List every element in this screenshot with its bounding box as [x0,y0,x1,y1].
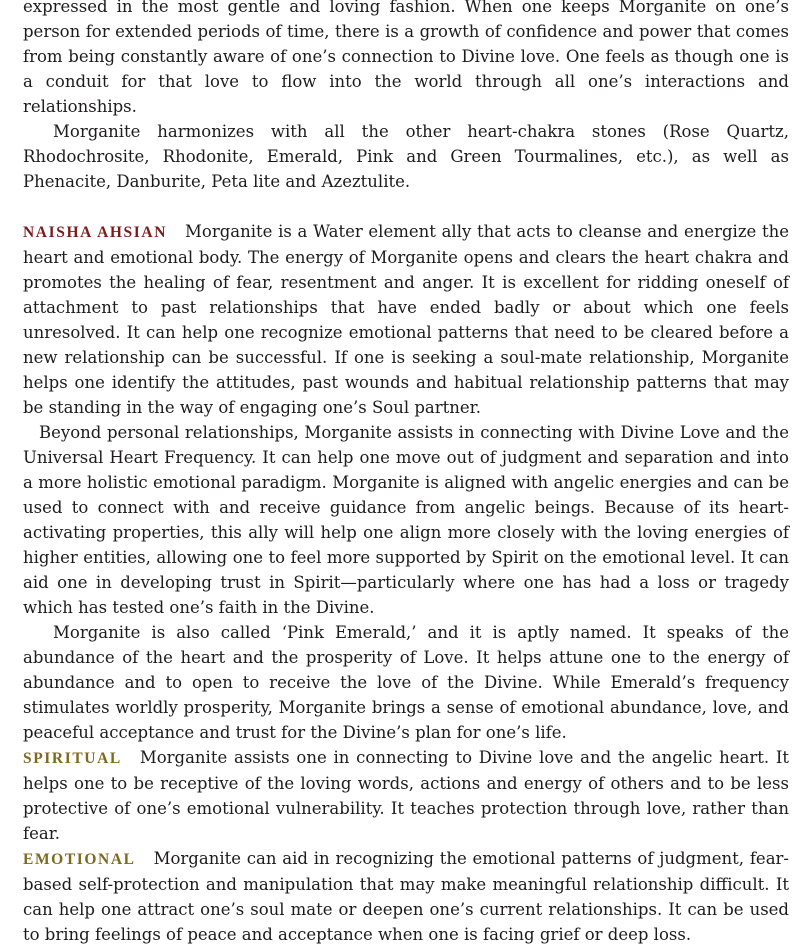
emotional-heading: EMOTIONAL [23,851,136,868]
paragraph-emotional-text: Morganite can aid in recognizing the emotional patterns of judgment, fear-based self-protection and manipulation that may make meaningful relationship difficult. It can help one attract one’s soul mate or deepen one’s current relationships. It can be used to bring feelings of peace and acceptance when one is facing grief or deep loss. [23,849,789,944]
paragraph-naisha-ahsian-text: Morganite is a Water element ally that acts to cleanse and energize the heart and emotional body. The energy of Morganite opens and clears the heart chakra and promotes the healing of fear, resentment and anger. It is excellent for ridding oneself of attachment to past relationships that have ended badly or about which one feels unresolved. It can help one recognize emotional patterns that need to be cleared before a new relationship can be successful. If one is seeking a soul-mate relationship, Morganite helps one identify the attitudes, past wounds and habitual relationship patterns that may be standing in the way of engaging one’s Soul partner. [23,222,789,417]
paragraph-pink-emerald: Morganite is also called ‘Pink Emerald,’ and it is aptly named. It speaks of the abundance of the heart and the prosperity of Love. It helps attune one to the energy of abundance and to open to receive the love of the Divine. While Emerald’s frequency stimulates worldly prosperity, Morganite brings a sense of emotional abundance, love, and peaceful acceptance and trust for the Divine’s plan for one’s life. [23,623,789,742]
paragraph-beyond-relationships: Beyond personal relationships, Morganite assists in connecting with Divine Love and the Universal Heart Frequency. It can help one move out of judgment and separation and into a more holistic emotional paradigm. Morganite is aligned with angelic energies and can be used to connect with and receive guidance from angelic beings. Because of its heart-activating properties, this ally will help one align more closely with the loving energies of higher entities, allowing one to feel more supported by Spirit on the emotional level. It can aid one in developing trust in Spirit—particularly where one has had a loss or tragedy which has tested one’s faith in the Divine. [23,423,789,617]
paragraph-heart-chakra-stones: Morganite harmonizes with all the other heart-chakra stones (Rose Quartz, Rhodochrosite, Rhodonite, Emerald, Pink and Green Tourmalines, etc.), as well as Phenacite, Danburite, Peta lite and Azeztulite. [23,122,789,191]
spiritual-heading: SPIRITUAL [23,750,122,767]
paragraph-naisha-ahsian [23,219,789,420]
paragraph-spiritual [23,745,789,846]
book-page-text [23,0,789,947]
paragraph-continuation: expressed in the most gentle and loving fashion. When one keeps Morganite on one’s person for extended periods of time, there is a growth of confidence and power that comes from being constantly aware of one’s connection to Divine love. One feels as though one is a conduit for that love to flow into the world through all one’s interactions and relationships. [23,0,789,116]
paragraph-spiritual-text: Morganite assists one in connecting to Divine love and the angelic heart. It helps one to be receptive of the loving words, actions and energy of others and to be less protective of one’s emotional vulnerability. It teaches protection through love, rather than fear. [23,748,789,843]
author-heading: NAISHA AHSIAN [23,224,167,241]
paragraph-emotional [23,846,789,947]
section-gap [23,194,789,219]
